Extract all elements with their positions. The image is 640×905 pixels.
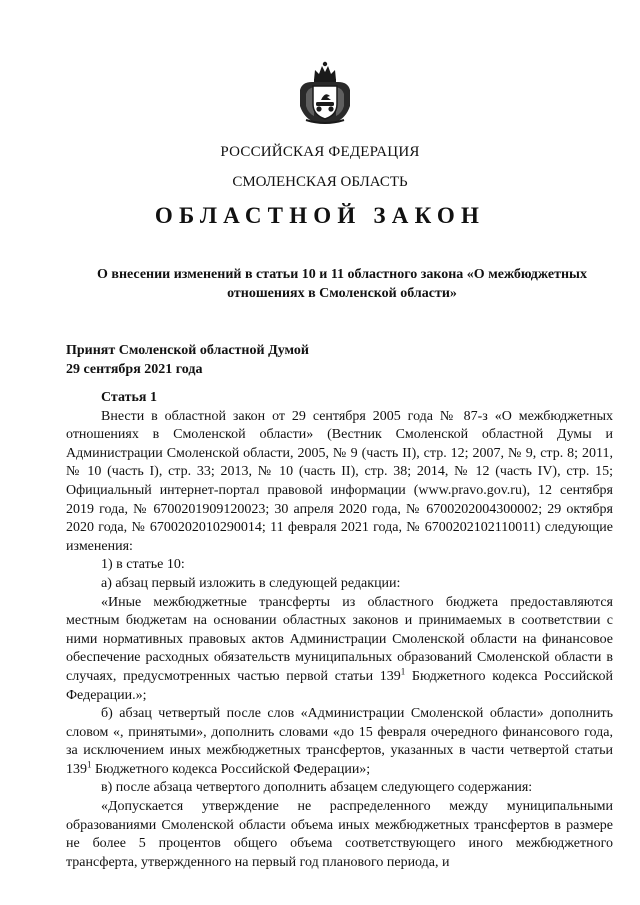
article-intro-paragraph: Внести в областной закон от 29 сентября 2005 года № 87-з «О межбюджетных отношениях в Смоленской области» (Вестник Смоленской областной Думы и Администрации Смоленской области, 2005, № 9 (часть II), стр. 12; 2007, № 9, стр. 8; 2011, № 10 (часть I), стр. 33; 2013, № 10 (часть II), стр. 38; 2014, № 12 (часть IV), стр. 15; Официальный интернет-портал правовой информации (www.pravo.gov.ru), 12 сентября 2019 года, № 6700201909120023; 30 апреля 2020 года, № 6700202004300002; 29 октября 2020 года, № 6700202010290014; 11 февраля 2021 года, № 6700202102110011) следующие изменения: xyxy=(66,408,613,554)
article-heading: Статья 1 xyxy=(101,390,157,405)
federation-heading: РОССИЙСКАЯ ФЕДЕРАЦИЯ xyxy=(220,144,420,160)
superscript: 1 xyxy=(400,666,406,677)
list-item xyxy=(66,705,613,779)
law-subject: О внесении изменений в статьи 10 и 11 областного закона «О межбюджетных отношениях в Смоленской области» xyxy=(97,267,587,301)
superscript: 1 xyxy=(87,759,92,770)
region-heading: СМОЛЕНСКАЯ ОБЛАСТЬ xyxy=(232,174,408,190)
item-text: б) абзац четвертый после слов «Администрации Смоленской области» дополнить словом «, принятыми», дополнить словами «до 15 февраля очередного финансового года, за исключением иных межбюджетных трансфертов, указанных в части четвертой статьи 139 xyxy=(66,706,613,777)
quote-text: «Иные межбюджетные трансферты из областного бюджета предоставляются местным бюджетам на основании областных законов и принимаемых в соответствии с ними нормативных правовых актов Администрации Смоленской области на финансовое обеспечение расходных обязательств муниципальных образований Смоленской области в случаях, предусмотренных частью первой статьи 139 xyxy=(66,594,613,684)
quote-tail: Бюджетного кодекса Российской Федерации.»; xyxy=(66,668,613,703)
list-item: в) после абзаца четвертого дополнить абзацем следующего содержания: xyxy=(101,780,533,796)
law-title: ОБЛАСТНОЙ ЗАКОН xyxy=(154,203,486,228)
smolensk-coat-of-arms-emblem xyxy=(296,60,354,126)
list-item: а) абзац первый изложить в следующей редакции: xyxy=(101,575,401,591)
quoted-paragraph xyxy=(66,594,613,706)
item-tail: Бюджетного кодекса Российской Федерации»; xyxy=(91,761,371,777)
adoption-date: 29 сентября 2021 года xyxy=(66,362,203,377)
adoption-block xyxy=(66,341,466,379)
list-item: 1) в статье 10: xyxy=(101,557,185,573)
quoted-paragraph: «Допускается утверждение не распределенного между муниципальными образованиями Смоленской области объема иных межбюджетных трансфертов в размере не более 5 процентов общего объема соответствующего иного межбюджетного трансферта, утвержденного на первый год планового периода, и xyxy=(66,799,613,870)
adoption-line: Принят Смоленской областной Думой xyxy=(66,343,309,358)
article-body xyxy=(66,389,613,872)
